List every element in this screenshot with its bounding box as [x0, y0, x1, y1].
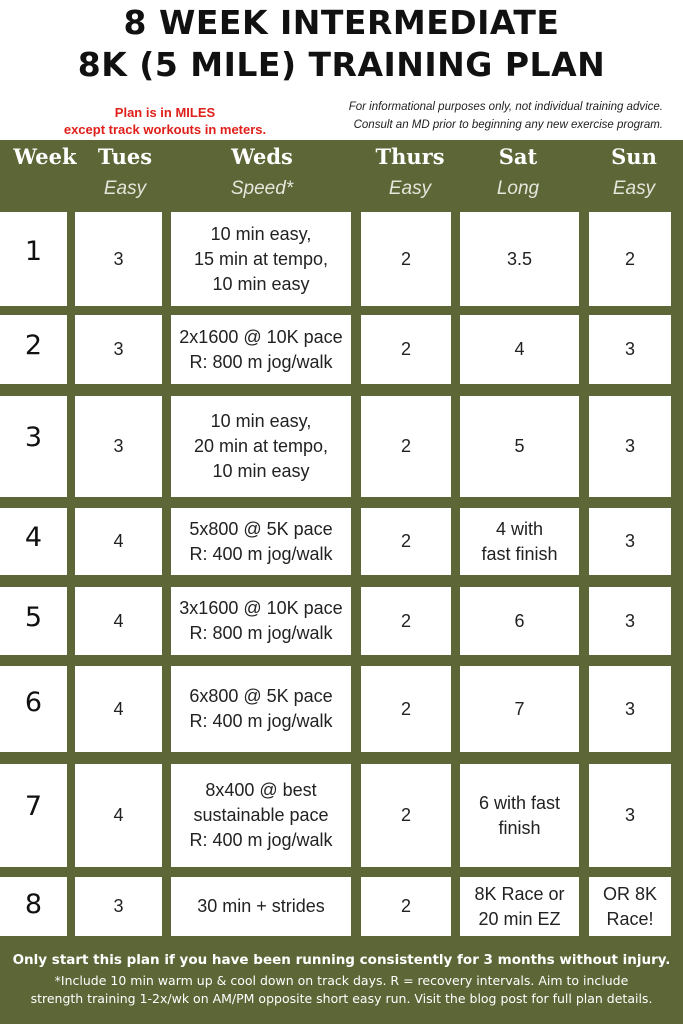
cell-week-1-thurs: [361, 212, 451, 306]
cell-text: 8K Race or: [474, 883, 565, 904]
cell-week-4-sat: [460, 508, 579, 575]
cell-week-7-weds: [171, 764, 351, 867]
cell-text: 3: [624, 531, 635, 551]
cell-week-5-sat: [460, 587, 579, 655]
cell-text: finish: [498, 817, 541, 838]
cell-week-5-sun: [589, 587, 671, 655]
cell-week-5-weds: [171, 587, 351, 655]
cell-text: 3.5: [506, 248, 533, 269]
cell-text: 2: [400, 436, 411, 456]
header-day-thurs: Thurs: [375, 144, 445, 169]
cell-week-4-sun: [589, 508, 671, 575]
cell-text: 4: [113, 698, 124, 719]
cell-text: 3: [113, 248, 124, 269]
week-number: 3: [24, 422, 43, 453]
cell-week-7-tues: [75, 764, 162, 867]
cell-text: 3: [113, 339, 124, 359]
header-day-sun: Sun: [611, 144, 657, 169]
cell-text: 20 min EZ: [478, 908, 561, 929]
cell-week-7-week: [0, 764, 67, 867]
cell-text: R: 400 m jog/walk: [189, 830, 333, 850]
header-day-sat: Sat: [498, 144, 538, 169]
cell-text: 2: [400, 698, 411, 719]
cell-text: Race!: [606, 908, 654, 929]
cell-text: 3: [624, 610, 635, 631]
week-number: 5: [24, 602, 43, 633]
cell-week-8-tues: [75, 877, 162, 936]
cell-week-3-sun: [589, 396, 671, 497]
cell-week-8-weds: [171, 877, 351, 936]
cell-text: 3: [624, 805, 635, 825]
cell-text: 3: [113, 896, 124, 916]
cell-week-6-tues: [75, 666, 162, 752]
cell-week-8-thurs: [361, 877, 451, 936]
week-number: 6: [24, 687, 43, 718]
cell-week-4-thurs: [361, 508, 451, 575]
cell-text: 20 min at tempo,: [193, 436, 329, 456]
cell-week-6-sat: [460, 666, 579, 752]
week-number: 1: [24, 236, 43, 267]
cell-week-8-sat: [460, 877, 579, 936]
cell-week-4-weds: [171, 508, 351, 575]
cell-text: 2: [400, 248, 411, 269]
cell-week-3-thurs: [361, 396, 451, 497]
cell-week-2-week: [0, 315, 67, 384]
cell-text: R: 400 m jog/walk: [189, 543, 333, 564]
cell-week-6-sun: [589, 666, 671, 752]
cell-week-2-thurs: [361, 315, 451, 384]
unit-note-line-2: except track workouts in meters.: [63, 122, 267, 137]
cell-week-6-thurs: [361, 666, 451, 752]
cell-text: 4: [113, 805, 124, 825]
cell-week-6-weds: [171, 666, 351, 752]
cell-text: 8x400 @ best: [205, 780, 317, 800]
cell-text: 3: [624, 698, 635, 719]
cell-text: R: 400 m jog/walk: [189, 711, 333, 731]
cell-text: 6x800 @ 5K pace: [189, 686, 333, 706]
cell-text: 4: [113, 531, 124, 551]
cell-week-1-tues: [75, 212, 162, 306]
cell-text: 7: [514, 698, 525, 719]
cell-text: sustainable pace: [193, 805, 329, 825]
cell-text: 5x800 @ 5K pace: [189, 518, 333, 539]
cell-week-3-weds: [171, 396, 351, 497]
cell-week-6-week: [0, 666, 67, 752]
cell-text: 2x1600 @ 10K pace: [179, 326, 343, 347]
cell-text: 3: [624, 339, 635, 359]
cell-text: 6: [514, 610, 525, 631]
week-number: 8: [24, 889, 43, 920]
cell-week-2-sat: [460, 315, 579, 384]
page-title-line-1: 8 WEEK INTERMEDIATE: [123, 3, 560, 42]
cell-week-5-thurs: [361, 587, 451, 655]
cell-text: 3x1600 @ 10K pace: [179, 598, 343, 618]
cell-week-1-week: [0, 212, 67, 306]
header-type-sun: Easy: [612, 178, 656, 199]
cell-week-2-sun: [589, 315, 671, 384]
cell-week-1-sat: [460, 212, 579, 306]
header-type-tues: Easy: [103, 178, 147, 199]
header-type-sat: Long: [496, 178, 540, 199]
cell-week-5-week: [0, 587, 67, 655]
cell-week-8-week: [0, 877, 67, 936]
cell-text: 2: [400, 896, 411, 916]
cell-text: 2: [400, 610, 411, 631]
cell-text: 30 min + strides: [197, 896, 325, 916]
cell-text: 4: [113, 610, 124, 631]
cell-week-1-weds: [171, 212, 351, 306]
cell-text: R: 800 m jog/walk: [189, 623, 333, 643]
cell-week-2-weds: [171, 315, 351, 384]
cell-week-5-tues: [75, 587, 162, 655]
disclaimer-line-1: For informational purposes only, not individual training advice.: [348, 101, 663, 113]
header-type-weds: Speed*: [230, 178, 294, 199]
page-title-line-2: 8K (5 MILE) TRAINING PLAN: [77, 45, 606, 84]
cell-text: 2: [400, 531, 411, 551]
unit-note-line-1: Plan is in MILES: [114, 105, 216, 120]
cell-text: 10 min easy,: [210, 411, 312, 431]
cell-week-3-week: [0, 396, 67, 497]
cell-text: fast finish: [481, 543, 558, 564]
training-table: [0, 210, 683, 938]
header-day-weds: Weds: [231, 144, 293, 169]
cell-week-8-sun: [589, 877, 671, 936]
week-number: 2: [24, 330, 43, 361]
cell-text: 5: [514, 436, 525, 456]
cell-text: 2: [400, 339, 411, 359]
cell-text: 10 min easy: [212, 461, 310, 481]
footer-note-line-1: *Include 10 min warm up & cool down on track days. R = recovery intervals. Aim to include: [54, 973, 629, 988]
cell-text: 2: [624, 248, 635, 269]
cell-week-4-tues: [75, 508, 162, 575]
cell-text: 15 min at tempo,: [193, 248, 329, 269]
cell-text: R: 800 m jog/walk: [189, 351, 333, 372]
header-day-tues: Tues: [97, 144, 153, 169]
cell-text: 4: [514, 339, 525, 359]
cell-week-7-thurs: [361, 764, 451, 867]
cell-week-3-sat: [460, 396, 579, 497]
cell-text: 3: [624, 436, 635, 456]
cell-week-7-sun: [589, 764, 671, 867]
cell-text: 6 with fast: [478, 792, 561, 813]
cell-text: 10 min easy,: [210, 223, 312, 244]
disclaimer-line-2: Consult an MD prior to beginning any new exercise program.: [353, 119, 663, 131]
week-number: 4: [24, 522, 43, 553]
cell-text: OR 8K: [602, 883, 658, 904]
cell-text: 2: [400, 805, 411, 825]
footer-warning: Only start this plan if you have been running consistently for 3 months without injury.: [12, 952, 671, 968]
footer-note-line-2: strength training 1-2x/wk on AM/PM opposite short easy run. Visit the blog post for full plan details.: [30, 991, 653, 1006]
cell-week-7-sat: [460, 764, 579, 867]
cell-week-2-tues: [75, 315, 162, 384]
header-type-thurs: Easy: [388, 178, 432, 199]
cell-week-1-sun: [589, 212, 671, 306]
header-day-week: Week: [13, 144, 77, 169]
week-number: 7: [24, 791, 43, 822]
cell-week-3-tues: [75, 396, 162, 497]
cell-text: 3: [113, 436, 124, 456]
cell-text: 4 with: [495, 518, 543, 539]
cell-week-4-week: [0, 508, 67, 575]
cell-text: 10 min easy: [212, 273, 310, 294]
